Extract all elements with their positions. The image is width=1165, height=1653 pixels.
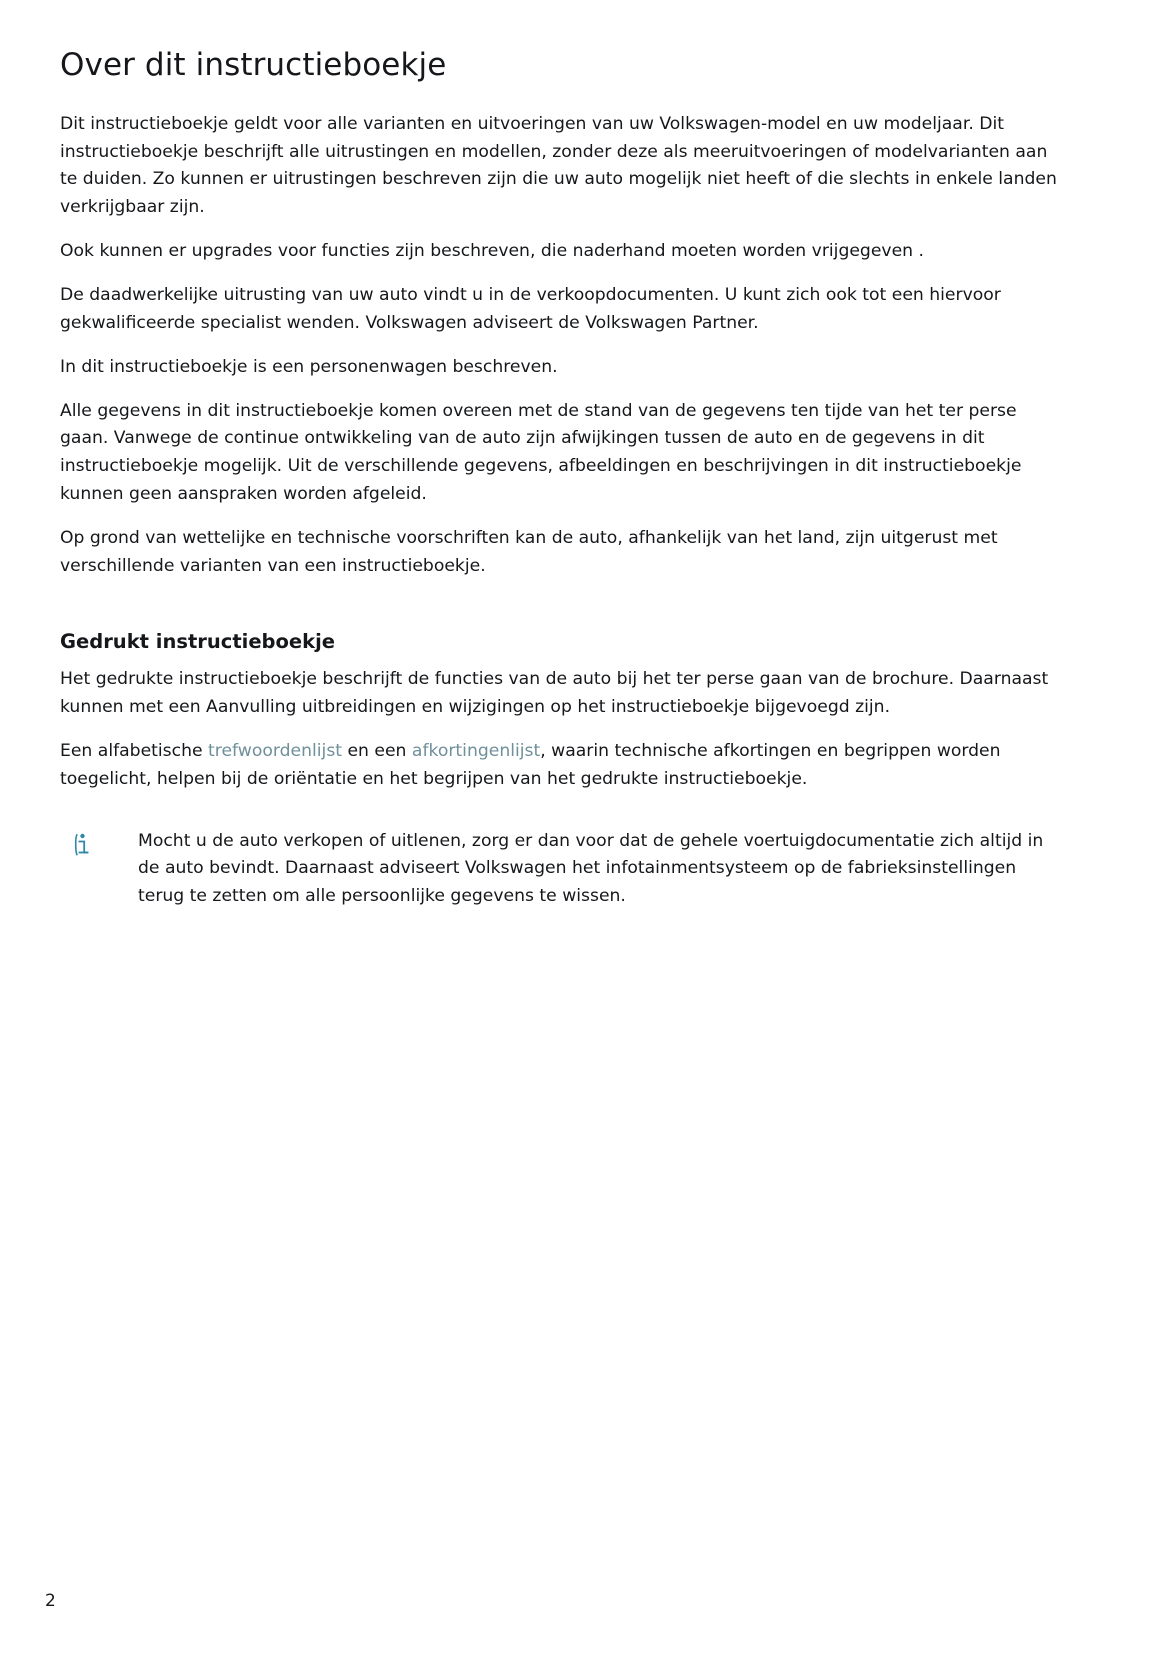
section-heading-gedrukt-instructieboekje: Gedrukt instructieboekje xyxy=(60,629,336,653)
note-block xyxy=(60,828,1060,912)
paragraph-3: De daadwerkelijke uitrusting van uw auto vindt u in de verkoopdocumenten. U kunt zich ook tot een hiervoor gekwalificeerde specialist wenden. Volkswagen adviseert de Volkswagen Partner. xyxy=(60,285,1001,333)
link-paragraph-part-3: , waarin technische afkortingen en begrippen worden toegelicht, helpen bij de oriëntatie en het begrijpen van het gedrukte instructieboekje. xyxy=(60,740,1001,789)
info-icon xyxy=(74,832,104,858)
page-title: Over dit instructieboekje xyxy=(60,47,447,83)
paragraph-6: Op grond van wettelijke en technische voorschriften kan de auto, afhankelijk van het land, zijn uitgerust met verschillende varianten van een instructieboekje. xyxy=(60,528,998,576)
paragraph-4: In dit instructieboekje is een personenwagen beschreven. xyxy=(60,356,558,377)
page-content xyxy=(60,46,1060,911)
note-text: Mocht u de auto verkopen of uitlenen, zorg er dan voor dat de gehele voertuigdocumentatie zich altijd in de auto bevindt. Daarnaast adviseert Volkswagen het infotainmentsysteem op de fabrieksinstellingen terug te zetten om alle persoonlijke gegevens te wissen. xyxy=(138,830,1044,907)
link-afkortingenlijst[interactable]: afkortingenlijst xyxy=(411,740,541,761)
paragraph-5: Alle gegevens in dit instructieboekje komen overeen met de stand van de gegevens ten tijde van het ter perse gaan. Vanwege de continue ontwikkeling van de auto zijn afwijkingen tussen de auto en de gegevens in dit instructieboekje mogelijk. Uit de verschillende gegevens, afbeeldingen en beschrijvingen in dit instructieboekje kunnen geen aanspraken worden afgeleid. xyxy=(60,400,1022,505)
link-paragraph-part-1: Een alfabetische xyxy=(60,740,209,761)
section-link-paragraph xyxy=(60,738,1060,794)
paragraph-2: Ook kunnen er upgrades voor functies zijn beschreven, die naderhand moeten worden vrijgegeven . xyxy=(60,241,924,262)
section-paragraph: Het gedrukte instructieboekje beschrijft de functies van de auto bij het ter perse gaan van de brochure. Daarnaast kunnen met een Aanvulling uitbreidingen en wijzigingen op het instructieboekje bijgevoegd zijn. xyxy=(60,669,1049,717)
link-paragraph-part-2: en een xyxy=(342,740,412,761)
link-trefwoordenlijst[interactable]: trefwoordenlijst xyxy=(208,740,343,761)
paragraph-1: Dit instructieboekje geldt voor alle varianten en uitvoeringen van uw Volkswagen-model en uw modeljaar. Dit instructieboekje beschrijft alle uitrustingen en modellen, zonder deze als meeruitvoeringen of modelvarianten aan te duiden. Zo kunnen er uitrustingen beschreven zijn die uw auto mogelijk niet heeft of die slechts in enkele landen verkrijgbaar zijn. xyxy=(60,113,1057,218)
page-number: 2 xyxy=(45,1591,56,1611)
